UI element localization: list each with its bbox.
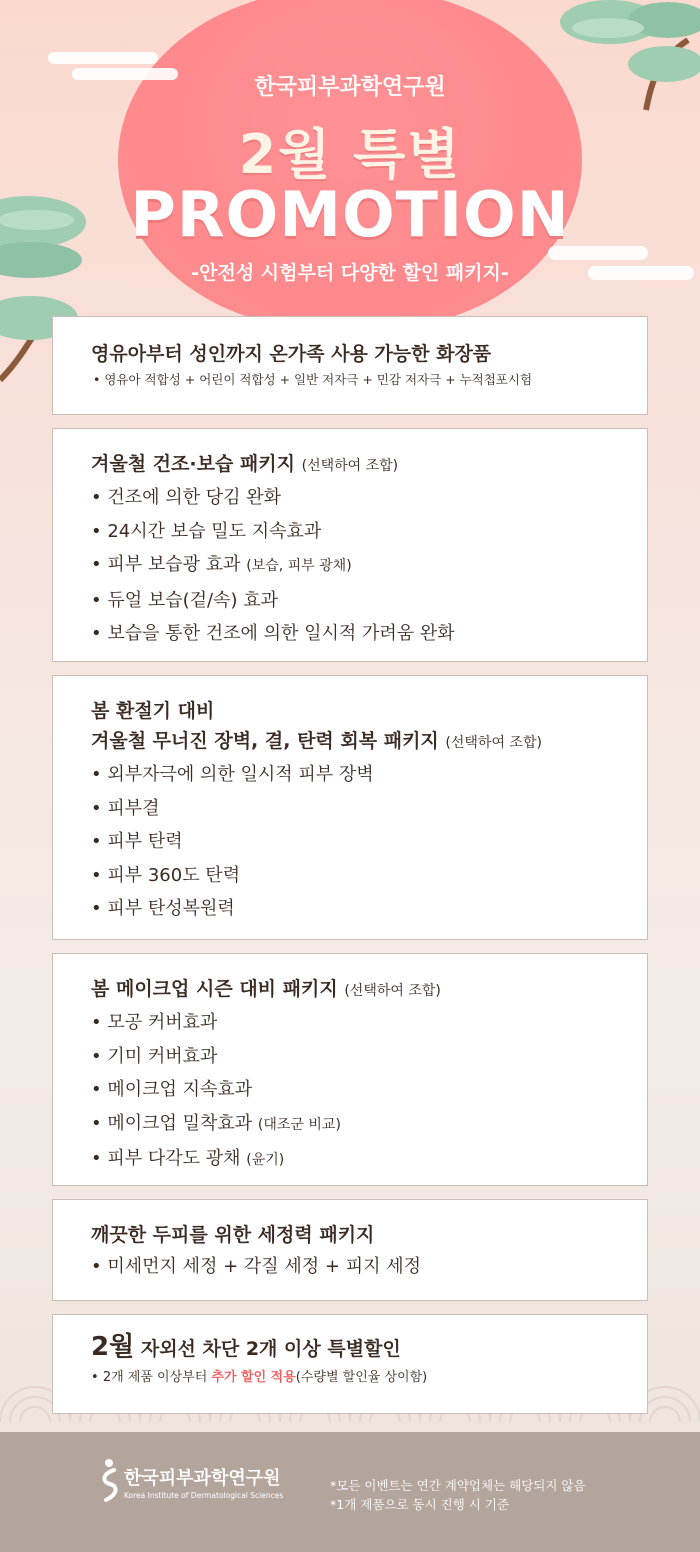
logo-english-name: Korea Institute of Dermatological Sciences xyxy=(124,1491,284,1500)
package-title: 봄 메이크업 시즌 대비 패키지 (선택하여 조합) xyxy=(91,978,441,1000)
footer-notes xyxy=(330,1476,586,1514)
list-item: • 기미 커버효과 xyxy=(91,1040,647,1074)
list-item: • 피부 탄성복원력 xyxy=(91,892,647,926)
package-title: 겨울철 건조·보습 패키지 (선택하여 조합) xyxy=(91,453,399,475)
package-title: 깨끗한 두피를 위한 세정력 패키지 xyxy=(91,1224,375,1246)
package-title-line1: 봄 환절기 대비 xyxy=(91,700,215,722)
list-item: • 영유아 적합성 + 어린이 적합성 + 일반 저자극 + 민감 저자극 + 누적첩포시험 xyxy=(91,369,647,391)
list-item: • 피부결 xyxy=(91,792,647,826)
package-card-scalp xyxy=(52,1199,648,1301)
list-item: • 피부 보습광 효과 (보습, 피부 광채) xyxy=(91,548,647,584)
package-card-barrier-recovery xyxy=(52,675,648,940)
sunscreen-title: 2월 자외선 차단 2개 이상 특별할인 xyxy=(91,1332,401,1362)
package-card-makeup xyxy=(52,953,648,1186)
list-item: • 모공 커버효과 xyxy=(91,1006,647,1040)
list-item: • 보습을 통한 건조에 의한 일시적 가려움 완화 xyxy=(91,617,647,651)
sunscreen-item: • 2개 제품 이상부터 추가 할인 적용(수량별 할인율 상이함) xyxy=(91,1367,647,1389)
list-item: • 건조에 의한 당김 완화 xyxy=(91,481,647,515)
package-card-winter-moisture xyxy=(52,428,648,662)
list-item: • 24시간 보습 밀도 지속효과 xyxy=(91,515,647,549)
hero-promotion-title: PROMOTION xyxy=(130,178,570,251)
list-item: • 듀얼 보습(겉/속) 효과 xyxy=(91,584,647,618)
hero-org-name: 한국피부과학연구원 xyxy=(254,75,446,100)
list-item: • 피부 탄력 xyxy=(91,825,647,859)
hero-tagline: -안전성 시험부터 다양한 할인 패키지- xyxy=(191,262,509,284)
list-item: • 메이크업 밀착효과 (대조군 비교) xyxy=(91,1107,647,1143)
package-title: 영유아부터 성인까지 온가족 사용 가능한 화장품 xyxy=(91,343,492,365)
package-card-family xyxy=(52,316,648,415)
list-item: • 미세먼지 세정 + 각질 세정 + 피지 세정 xyxy=(91,1250,647,1284)
package-title: 겨울철 무너진 장벽, 결, 탄력 회복 패키지 (선택하여 조합) xyxy=(91,730,542,752)
hero-month-title: 2월 특별 xyxy=(238,123,462,186)
list-item: • 피부 다각도 광채 (윤기) xyxy=(91,1142,647,1178)
sunscreen-discount-card xyxy=(52,1314,648,1414)
footer xyxy=(0,1432,700,1552)
institute-logo-icon xyxy=(100,1458,122,1504)
footer-note: *모든 이벤트는 연간 계약업체는 해당되지 않음 xyxy=(330,1478,586,1493)
list-item: • 메이크업 지속효과 xyxy=(91,1073,647,1107)
logo-korean-name: 한국피부과학연구원 xyxy=(124,1468,281,1489)
list-item: • 외부자극에 의한 일시적 피부 장벽 xyxy=(91,758,647,792)
list-item: • 피부 360도 탄력 xyxy=(91,859,647,893)
footer-note: *1개 제품으로 동시 진행 시 기준 xyxy=(330,1497,509,1512)
